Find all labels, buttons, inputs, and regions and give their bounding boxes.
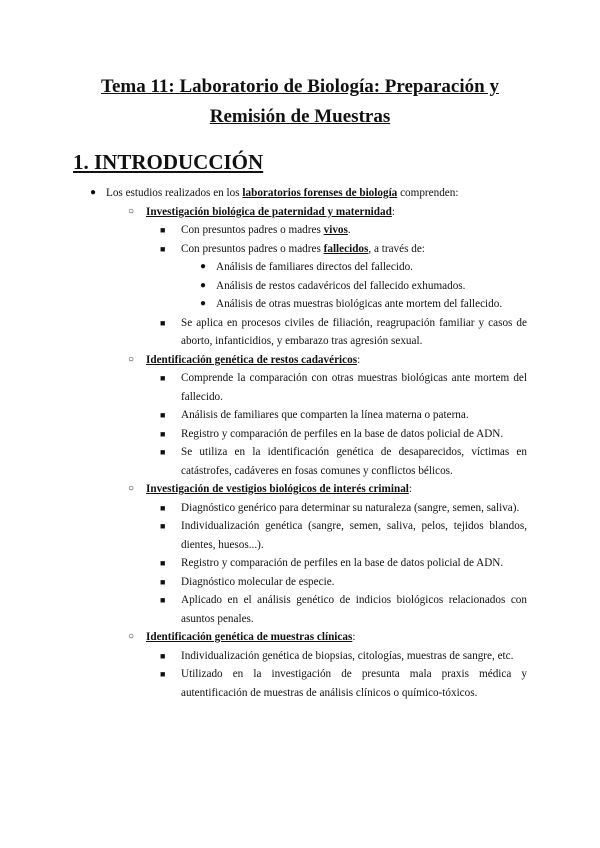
content-list — [0, 184, 600, 702]
intro-text-pre: Los estudios realizados en los — [106, 187, 243, 199]
list-item — [0, 240, 600, 259]
item-text: Análisis de restos cadavéricos del fallecido exhumados. — [216, 279, 466, 292]
bullet-square-icon: ■ — [160, 428, 166, 439]
subsection-title: Identificación genética de muestras clínicas — [146, 631, 353, 643]
list-item — [0, 665, 600, 702]
list-item-clinicas: ○ Identificación genética de muestras clínicas: — [0, 628, 600, 647]
item-text-bold: fallecidos — [323, 242, 369, 255]
item-text: , a través de: — [368, 242, 425, 255]
bullet-disc-icon: ● — [200, 279, 207, 291]
intro-text-bold: laboratorios forenses de biología — [242, 187, 398, 199]
list-item — [0, 406, 600, 425]
subsection-title: Investigación de vestigios biológicos de interés criminal — [146, 483, 409, 495]
list-item — [0, 277, 600, 296]
document-title-line-2: Remisión de Muestras — [209, 106, 391, 127]
item-text-bold: vivos — [323, 224, 348, 236]
item-text: Utilizado en la investigación de presunta mala praxis médica y autentificación de muestras de análisis clínicos o químico-tóxicos. — [181, 668, 527, 699]
item-text: Se aplica en procesos civiles de filiación, reagrupación familiar y casos de aborto, infanticidios, y embarazo tras agresión sexual. — [181, 316, 527, 347]
item-text: Diagnóstico genérico para determinar su naturaleza (sangre, semen, saliva). — [181, 501, 520, 514]
list-item — [0, 258, 600, 277]
bullet-circle-icon: ○ — [128, 353, 135, 365]
intro-text-post: comprenden: — [397, 187, 459, 199]
list-item — [0, 499, 600, 518]
bullet-disc-icon: ● — [90, 187, 97, 198]
item-text: Se utiliza en la identificación genética de desaparecidos, víctimas en catástrofes, cadáveres en fosas comunes y conflictos bélicos. — [181, 446, 527, 477]
item-text: Registro y comparación de perfiles en la base de datos policial de ADN. — [181, 427, 504, 440]
item-text: Con presuntos padres o madres — [181, 224, 324, 236]
item-text: Comprende la comparación con otras muestras biológicas ante mortem del fallecido. — [181, 372, 527, 403]
item-text: Análisis de otras muestras biológicas ante mortem del fallecido. — [216, 298, 503, 310]
item-text: . — [347, 224, 351, 236]
list-item — [0, 573, 600, 592]
list-item — [0, 314, 600, 351]
bullet-square-icon: ■ — [160, 521, 166, 531]
bullet-disc-icon: ● — [200, 298, 207, 309]
bullet-square-icon: ■ — [160, 317, 166, 328]
bullet-square-icon: ■ — [160, 243, 166, 254]
bullet-square-icon: ■ — [160, 447, 166, 457]
item-text: Aplicado en el análisis genético de indicios biológicos relacionados con asuntos penales. — [181, 594, 527, 625]
bullet-circle-icon: ○ — [128, 205, 135, 217]
bullet-square-icon: ■ — [160, 576, 166, 587]
bullet-disc-icon: ● — [200, 261, 207, 272]
bullet-square-icon: ■ — [160, 502, 166, 513]
item-text: Análisis de familiares directos del fallecido. — [216, 261, 413, 273]
document-title-line-1: Tema 11: Laboratorio de Biología: Preparación y — [101, 76, 499, 97]
item-text: Análisis de familiares que comparten la línea materna o paterna. — [181, 409, 469, 421]
list-item — [0, 221, 600, 240]
list-item — [0, 517, 600, 554]
list-item-vestigios: ○ Investigación de vestigios biológicos de interés criminal: — [0, 480, 600, 499]
bullet-square-icon: ■ — [160, 595, 166, 605]
item-text: Individualización genética (sangre, semen, saliva, pelos, tejidos blandos, dientes, huesos...). — [181, 520, 527, 551]
list-item — [0, 554, 600, 573]
list-item-intro — [0, 184, 600, 203]
list-item — [0, 443, 600, 480]
section-heading: 1. INTRODUCCIÓN — [73, 150, 264, 174]
list-item — [0, 295, 600, 314]
bullet-square-icon: ■ — [160, 410, 166, 420]
list-item-paternidad: ○ Investigación biológica de paternidad y maternidad: — [0, 203, 600, 222]
bullet-circle-icon: ○ — [128, 631, 135, 642]
item-text: Registro y comparación de perfiles en la base de datos policial de ADN. — [181, 557, 504, 569]
subsection-title: Identificación genética de restos cadavéricos — [146, 353, 358, 366]
bullet-square-icon: ■ — [160, 669, 166, 679]
bullet-circle-icon: ○ — [128, 483, 135, 494]
bullet-square-icon: ■ — [160, 558, 166, 568]
item-text: Con presuntos padres o madres — [181, 242, 324, 255]
item-text: Individualización genética de biopsias, citologías, muestras de sangre, etc. — [181, 649, 514, 662]
list-item — [0, 369, 600, 406]
list-item — [0, 647, 600, 666]
item-text: Diagnóstico molecular de especie. — [181, 575, 335, 588]
list-item-restos: ○ Identificación genética de restos cadavéricos: — [0, 351, 600, 370]
bullet-square-icon: ■ — [160, 225, 166, 235]
list-item — [0, 425, 600, 444]
bullet-square-icon: ■ — [160, 373, 166, 383]
list-item — [0, 591, 600, 628]
subsection-title: Investigación biológica de paternidad y maternidad — [146, 205, 392, 218]
bullet-square-icon: ■ — [160, 650, 166, 661]
